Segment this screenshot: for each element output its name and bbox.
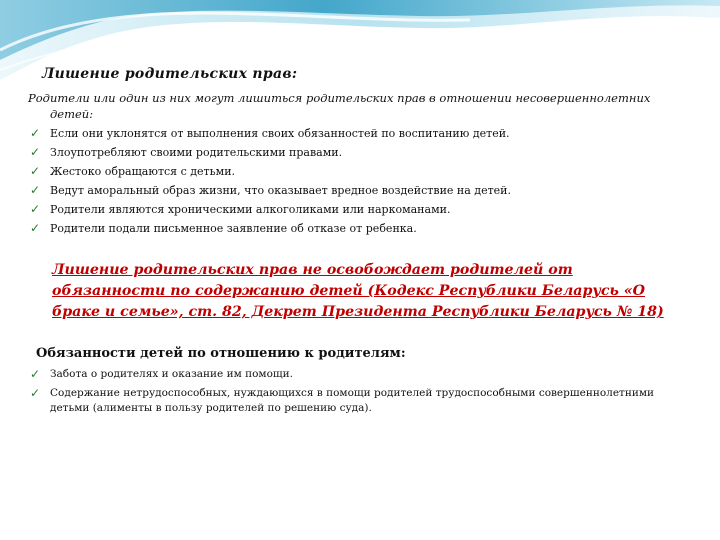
checkmark-icon: ✓ <box>30 145 41 159</box>
section-title-deprivation: Лишение родительских прав: <box>42 66 298 82</box>
grounds-list <box>28 124 688 238</box>
list-item: ✓ Если они уклонятся от выполнения своих обязанностей по воспитанию детей. <box>28 124 688 143</box>
list-item: ✓ Забота о родителях и оказание им помощи. <box>30 367 294 381</box>
checkmark-icon: ✓ <box>30 183 41 197</box>
list-item: ✓ Злоупотребляют своими родительскими правами. <box>28 143 688 162</box>
intro-line: детей: <box>50 107 94 121</box>
section-title-duties: Обязанности детей по отношению к родителям: <box>36 346 406 361</box>
intro-line: Родители или один из них могут лишиться родительских прав в отношении несовершеннолетних <box>28 91 651 105</box>
checkmark-icon: ✓ <box>30 221 41 235</box>
checkmark-icon: ✓ <box>30 386 41 400</box>
list-item: ✓ Жестоко обращаются с детьми. <box>28 162 688 181</box>
highlight-notice <box>52 260 702 323</box>
list-item: ✓ Ведут аморальный образ жизни, что оказывает вредное воздействие на детей. <box>28 181 688 200</box>
notice-line: Лишение родительских прав не освобождает родителей от <box>52 262 573 278</box>
checkmark-icon: ✓ <box>30 367 41 381</box>
list-item: ✓ Родители являются хроническими алкоголиками или наркоманами. <box>28 200 688 219</box>
list-item: ✓ Содержание нетрудоспособных, нуждающихся в помощи родителей трудоспособными совершеннолетними детьми (алименты в пользу родителей по решению суда). <box>30 386 655 414</box>
intro-paragraph <box>28 90 678 122</box>
checkmark-icon: ✓ <box>30 202 41 216</box>
checkmark-icon: ✓ <box>30 164 41 178</box>
list-item: ✓ Родители подали письменное заявление об отказе от ребенка. <box>28 219 688 238</box>
checkmark-icon: ✓ <box>30 126 41 140</box>
notice-line: обязанности по содержанию детей (Кодекс Республики Беларусь «О <box>52 283 646 299</box>
duties-list <box>28 367 688 420</box>
notice-line: браке и семье», ст. 82, Декрет Президента Республики Беларусь № 18) <box>52 304 664 320</box>
